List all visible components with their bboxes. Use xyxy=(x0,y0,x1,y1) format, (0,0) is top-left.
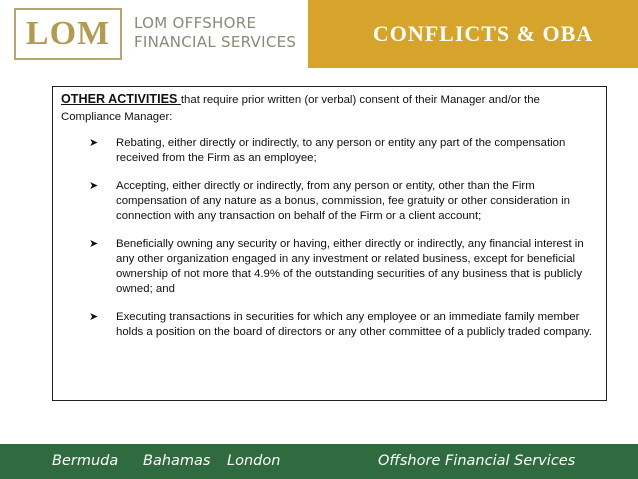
logo xyxy=(14,8,122,60)
activity-list xyxy=(61,136,598,340)
list-item-text: Accepting, either directly or indirectly, from any person or entity, other than the Firm compensation of any nature as a bonus, commission, fee gratuity or other consideration in connection with any transaction on behalf of the Firm or a client account; xyxy=(116,180,570,222)
list-item xyxy=(61,179,598,224)
header xyxy=(0,0,638,72)
list-item xyxy=(61,310,598,340)
footer-location-bahamas: Bahamas xyxy=(143,453,211,469)
arrow-bullet-icon: ➤ xyxy=(89,311,99,323)
footer-band xyxy=(0,444,638,479)
intro-text: that require prior written (or verbal) consent of their Manager and/or the Compliance Manager: xyxy=(61,94,540,123)
section-label: OTHER ACTIVITIES xyxy=(61,92,181,106)
slide-title: CONFLICTS & OBA xyxy=(372,21,594,46)
arrow-bullet-icon: ➤ xyxy=(89,137,99,149)
company-name xyxy=(134,14,314,52)
logo-text: LOM xyxy=(25,15,111,52)
footer-location-london: London xyxy=(227,453,281,469)
company-name-line1: LOM OFFSHORE xyxy=(134,14,257,32)
footer-location-bermuda: Bermuda xyxy=(52,453,119,469)
content-box xyxy=(52,86,607,401)
arrow-bullet-icon: ➤ xyxy=(89,238,99,250)
list-item xyxy=(61,136,598,166)
company-name-line2: FINANCIAL SERVICES xyxy=(134,33,297,51)
footer-tagline: Offshore Financial Services xyxy=(378,453,576,469)
list-item-text: Beneficially owning any security or having, either directly or indirectly, any financial interest in any other organization engaged in any investment or related business, except for beneficial ownership of not more that 4.9% of the outstanding securities of any business that is publicly owned; and xyxy=(116,238,584,295)
intro-paragraph xyxy=(61,91,598,126)
arrow-bullet-icon: ➤ xyxy=(89,180,99,192)
title-band xyxy=(308,0,638,68)
list-item-text: Rebating, either directly or indirectly, to any person or entity any part of the compensation received from the Firm as an employee; xyxy=(116,137,566,164)
list-item xyxy=(61,237,598,297)
list-item-text: Executing transactions in securities for which any employee or an immediate family member holds a position on the board of directors or any other committee of a publicly traded company. xyxy=(116,311,592,338)
